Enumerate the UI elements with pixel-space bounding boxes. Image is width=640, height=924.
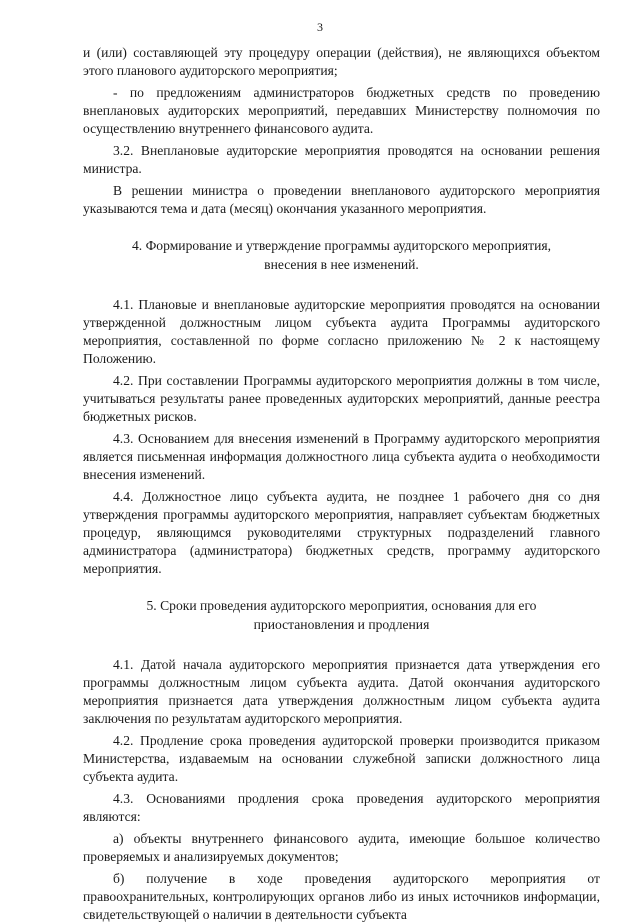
section-4-heading-line-2: внесения в нее изменений. [264,257,419,272]
paragraph-5-4-1: 4.1. Датой начала аудиторского мероприятия признается дата утверждения его программы должностным лицом субъекта аудита. Датой окончания аудиторского мероприятия признается дата утверждения должностным лицом субъекта аудита заключения по результатам аудиторского мероприятия. [83,657,600,726]
paragraph-3-2: 3.2. Внеплановые аудиторские мероприятия проводятся на основании решения министра. [83,143,600,176]
section-4-heading-line-1: 4. Формирование и утверждение программы аудиторского мероприятия, [131,238,552,253]
paragraph-3-2-decision: В решении министра о проведении внепланового аудиторского мероприятия указываются тема и дата (месяц) окончания указанного мероприятия. [83,183,600,216]
document-body [83,44,600,924]
paragraph-5-4-3: 4.3. Основаниями продления срока проведения аудиторского мероприятия являются: [83,791,600,824]
section-5-heading [83,596,600,634]
paragraph-4-3: 4.3. Основанием для внесения изменений в Программу аудиторского мероприятия является письменная информация должностного лица субъекта аудита о необходимости внесения изменений. [83,431,600,482]
section-5-heading-line-2: приостановления и продления [253,617,430,632]
paragraph-4-4: 4.4. Должностное лицо субъекта аудита, не позднее 1 рабочего дня со дня утверждения программы аудиторского мероприятия, направляет субъектам бюджетных процедур, являющимся руководителями структурных подразделений главного администратора (администратора) бюджетных средств, программу аудиторского мероприятия. [83,489,600,576]
paragraph-5-4-3-b: б) получение в ходе проведения аудиторского мероприятия от правоохранительных, контролирующих органов либо из иных источников информации, свидетельствующей о наличии в деятельности субъекта [83,871,600,922]
paragraph-4-2: 4.2. При составлении Программы аудиторского мероприятия должны в том числе, учитываться результаты ранее проведенных аудиторских мероприятий, данные реестра бюджетных рисков. [83,373,600,424]
section-5-heading-line-1: 5. Сроки проведения аудиторского мероприятия, основания для его [146,598,537,613]
paragraph-4-1: 4.1. Плановые и внеплановые аудиторские мероприятия проводятся на основании утвержденной должностным лицом субъекта аудита Программы аудиторского мероприятия, составленной по форме согласно приложению № 2 к настоящему Положению. [83,297,600,366]
paragraph-5-4-3-a: а) объекты внутреннего финансового аудита, имеющие большое количество проверяемых и анализируемых документов; [83,831,600,864]
section-4-heading [83,236,600,274]
page-number: 3 [317,20,323,34]
paragraph-continuation: и (или) составляющей эту процедуру операции (действия), не являющихся объектом этого планового аудиторского мероприятия; [83,45,600,78]
paragraph-5-4-2: 4.2. Продление срока проведения аудиторской проверки производится приказом Министерства, издаваемым на основании служебной записки должностного лица субъекта аудита. [83,733,600,784]
paragraph-3-1-item: - по предложениям администраторов бюджетных средств по проведению внеплановых аудиторских мероприятий, передавших Министерству полномочия по осуществлению внутреннего финансового аудита. [83,85,600,136]
